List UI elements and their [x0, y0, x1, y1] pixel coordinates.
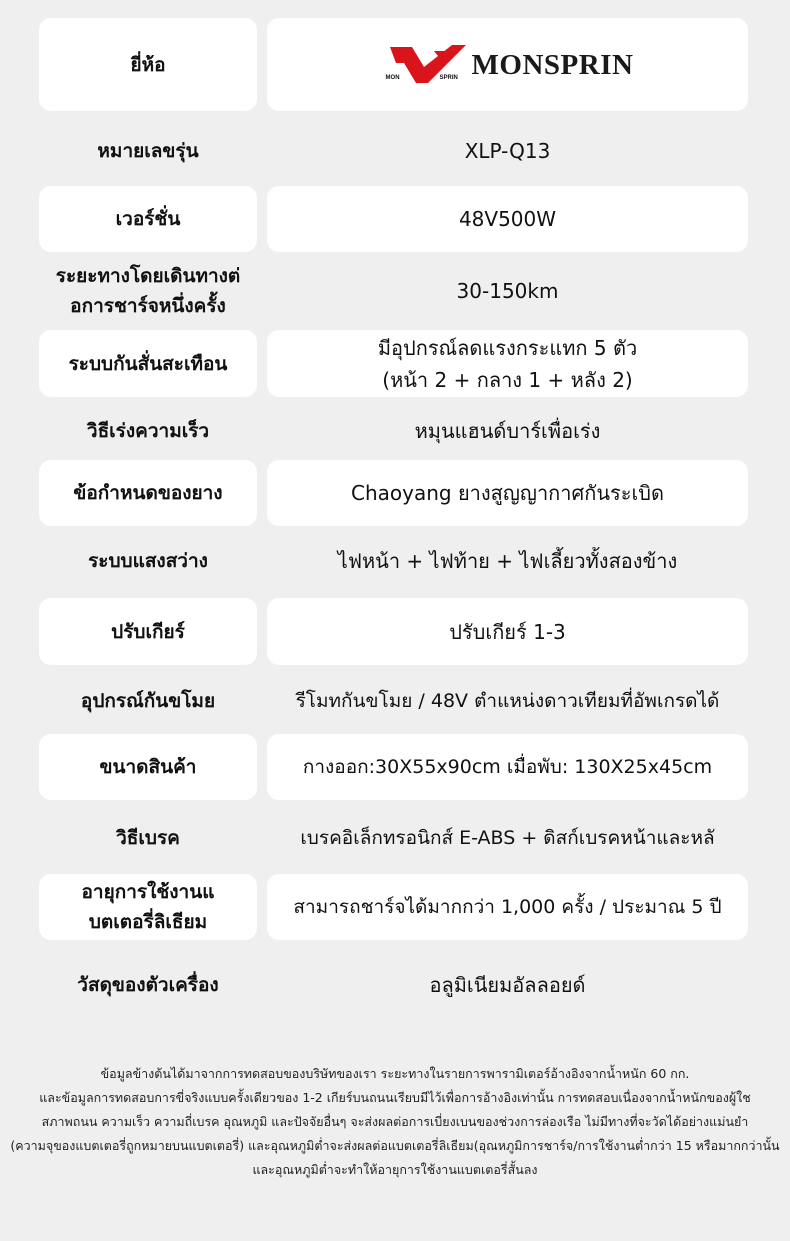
disclaimer-text: ข้อมูลข้างต้นได้มาจากการทดสอบของบริษัทของเรา ระยะทางในรายการพารามิเตอร์อ้างอิงจากน้ำหนัก 60 กก. และข้อมูลการทดสอบการขี่จริงแบบครั้งเดียวของ 1-2 เกียร์บนถนนเรียบมีไว้เพื่อการอ้างอิงเท่านั้น การทดสอบเนื่องจากน้ำหนักของผู้ใช สภาพถนน ความเร็ว ความถี่เบรค อุณหภูมิ และปัจจัยอื่นๆ จะส่งผลต่อการเบี่ยงเบนของช่วงการล่องเรือ ไม่มีทางที่จะวัดได้อย่างแม่นยำ (ความจุของแบตเตอรี่ถูกหมายบนแบตเตอรี่) และอุณหภูมิต่ำจะส่งผลต่อแบตเตอรี่ลิเธียม(อุณหภูมิการชาร์จ/การใช้งานต่ำกว่า 15 หรือมากกว่านั้น และอุณหภูมิต่ำจะทำให้อายุการใช้งานแบตเตอรี่สั้นลง: [10, 1066, 780, 1177]
spec-label: ยี่ห้อ: [39, 18, 257, 111]
spec-value: เบรคอิเล็กทรอนิกส์ E-ABS + ดิสก์เบรคหน้าและหลั: [300, 827, 715, 849]
spec-value: 48V500W: [267, 186, 748, 252]
spec-label: ระบบแสงสว่าง: [88, 550, 208, 572]
spec-label: วิธีเร่งความเร็ว: [86, 420, 210, 442]
spec-value: รีโมทกันขโมย / 48V ตำแหน่งดาวเทียมที่อัพเกรดได้: [295, 690, 720, 712]
spec-row: [0, 530, 790, 592]
spec-label: อุปกรณ์กันขโมย: [80, 690, 216, 712]
spec-value: หมุนแฮนด์บาร์เพื่อเร่ง: [414, 419, 601, 443]
spec-label: วิธีเบรค: [116, 827, 180, 849]
monsprin-logo-icon: MON SPRIN: [382, 43, 468, 87]
spec-label: ระบบกันสั่นสะเทือน: [39, 330, 257, 397]
spec-label: เวอร์ชั่น: [39, 186, 257, 252]
spec-row: [0, 874, 790, 940]
spec-label: ข้อกำหนดของยาง: [39, 460, 257, 526]
spec-label: หมายเลขรุ่น: [97, 140, 199, 162]
spec-label: ระยะทางโดยเดินทางต่ อการชาร์จหนึ่งครั้ง: [55, 265, 241, 317]
spec-row: [0, 670, 790, 732]
spec-value: ไฟหน้า + ไฟท้าย + ไฟเลี้ยวทั้งสองข้าง: [337, 549, 678, 573]
brand-logo: [267, 18, 748, 111]
spec-row: [0, 460, 790, 526]
spec-row-brand: [0, 18, 790, 111]
spec-label: ปรับเกียร์: [39, 598, 257, 665]
spec-row: [0, 257, 790, 325]
spec-row: [0, 734, 790, 800]
spec-label: อายุการใช้งานแ บตเตอรี่ลิเธียม: [39, 874, 257, 940]
spec-value: กางออก:30X55x90cm เมื่อพับ: 130X25x45cm: [267, 734, 748, 800]
spec-row: [0, 119, 790, 183]
spec-row: [0, 598, 790, 665]
spec-value: ปรับเกียร์ 1-3: [267, 598, 748, 665]
spec-row: [0, 186, 790, 252]
spec-value: Chaoyang ยางสูญญากาศกันระเบิด: [267, 460, 748, 526]
brand-name: MONSPRIN: [471, 48, 634, 81]
spec-value: 30-150km: [456, 279, 559, 303]
spec-value: อลูมิเนียมอัลลอยด์: [429, 973, 586, 997]
spec-value: มีอุปกรณ์ลดแรงกระแทก 5 ตัว (หน้า 2 + กลาง 1 + หลัง 2): [267, 330, 748, 397]
spec-label: วัสดุของตัวเครื่อง: [77, 974, 219, 996]
spec-row: [0, 806, 790, 870]
spec-row: [0, 402, 790, 460]
spec-row: [0, 946, 790, 1024]
spec-row: [0, 330, 790, 397]
spec-label: ขนาดสินค้า: [39, 734, 257, 800]
spec-value: XLP-Q13: [464, 139, 551, 163]
spec-value: สามารถชาร์จได้มากกว่า 1,000 ครั้ง / ประมาณ 5 ปี: [267, 874, 748, 940]
